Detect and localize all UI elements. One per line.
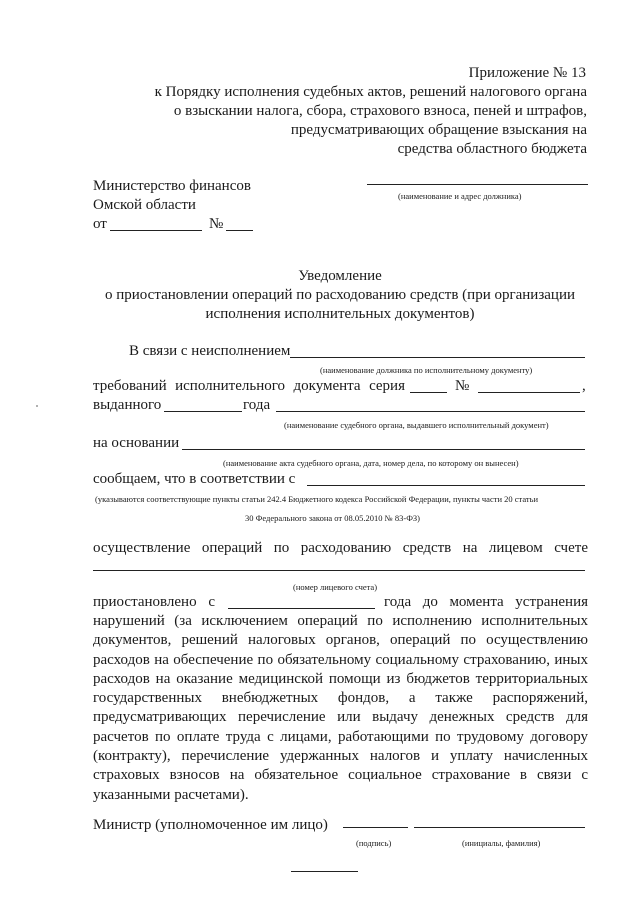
- law-hint-2: 30 Федерального закона от 08.05.2010 № 83-ФЗ): [245, 513, 421, 523]
- name-field[interactable]: [414, 827, 585, 828]
- req-word: серия: [369, 378, 405, 394]
- suspended-line-end: [384, 593, 588, 611]
- debtor-name-hint: (наименование должника по исполнительному документу): [320, 365, 533, 375]
- requirements-line: [93, 377, 405, 395]
- ops-word: по: [273, 540, 290, 556]
- number-label: №: [209, 216, 224, 232]
- ops-word: средств: [402, 540, 452, 556]
- header-line-3: предусматривающих обращение взыскания на: [290, 122, 587, 138]
- sender-region: Омской области: [93, 197, 196, 213]
- suspended-word: года: [384, 594, 412, 610]
- number-field[interactable]: [226, 230, 253, 231]
- ops-word: на: [462, 540, 478, 556]
- main-paragraph: нарушений (за исключением операций по исполнению исполнительных документов, решений налоговых органов, операций по осуществлению расходов на обеспечение по обязательному социальному страхованию, иных расходов на оказание медицинской помощи из бюджетов территориальных государственных внебюджетных фондов, а также распоряжений, предусматривающих перечисление или выдачу денежных средств для расчетов по оплате труда с лицами, работающими по трудовому договору (контракту), перечисление удержанных налогов и уплату начисленных страховых взносов на обязательное социальное страхование в связи с указанными расчетами).: [93, 613, 588, 803]
- name-hint: (инициалы, фамилия): [462, 838, 541, 848]
- ops-word: расходованию: [300, 540, 392, 556]
- document-subtitle-1: о приостановлении операций по расходованию средств (при организации: [105, 287, 575, 303]
- signature-hint: (подпись): [356, 838, 392, 848]
- sender-ministry: Министерство финансов: [93, 178, 251, 194]
- appendix-title: Приложение № 13: [468, 65, 586, 81]
- basis-field[interactable]: [182, 449, 585, 450]
- operations-line: [93, 539, 588, 557]
- header-line-2: о взыскании налога, сбора, страхового взноса, пеней и штрафов,: [173, 103, 587, 119]
- footer-divider: [291, 871, 358, 872]
- ops-word: осуществление: [93, 540, 191, 556]
- date-field[interactable]: [110, 230, 202, 231]
- year-label: года: [243, 397, 271, 413]
- account-field[interactable]: [93, 570, 585, 571]
- signature-field[interactable]: [343, 827, 408, 828]
- margin-dot: [36, 405, 38, 407]
- suspended-word: приостановлено: [93, 594, 197, 610]
- req-comma: ,: [582, 378, 586, 394]
- header-line-4: средства областного бюджета: [397, 141, 587, 157]
- suspended-word: до: [422, 594, 438, 610]
- debtor-field[interactable]: [367, 184, 588, 185]
- header-line-1: к Порядку исполнения судебных актов, решений налогового органа: [154, 84, 587, 100]
- suspended-word: момента: [449, 594, 504, 610]
- document-title: Уведомление: [298, 268, 382, 284]
- doc-number-field[interactable]: [478, 392, 580, 393]
- suspended-word: с: [208, 594, 215, 610]
- suspended-date-field[interactable]: [228, 608, 375, 609]
- ops-word: операций: [201, 540, 263, 556]
- inform-label: сообщаем, что в соответствии с: [93, 471, 296, 487]
- req-word: документа: [293, 378, 361, 394]
- issue-date-field[interactable]: [164, 411, 242, 412]
- suspended-line-start: [93, 593, 215, 611]
- law-hint-1: (указываются соответствующие пункты статьи 242.4 Бюджетного кодекса Российской Федерации, пункты части 20 статьи: [95, 494, 539, 504]
- basis-label: на основании: [93, 435, 180, 451]
- issued-label: выданного: [93, 397, 162, 413]
- debtor-caption: (наименование и адрес должника): [398, 191, 522, 201]
- ops-word: лицевом: [488, 540, 543, 556]
- ops-word: счете: [554, 540, 588, 556]
- intro-text: В связи с неисполнением: [129, 343, 291, 359]
- req-number-label: №: [455, 378, 470, 394]
- account-hint: (номер лицевого счета): [293, 582, 378, 592]
- law-field[interactable]: [307, 485, 585, 486]
- from-label: от: [93, 216, 107, 232]
- req-word: требований: [93, 378, 167, 394]
- act-hint: (наименование акта судебного органа, дата, номер дела, по которому он вынесен): [223, 458, 519, 468]
- court-field[interactable]: [276, 411, 585, 412]
- debtor-name-field[interactable]: [290, 357, 585, 358]
- series-field[interactable]: [410, 392, 447, 393]
- suspended-word: устранения: [515, 594, 588, 610]
- document-subtitle-2: исполнения исполнительных документов): [205, 306, 475, 322]
- req-word: исполнительного: [175, 378, 286, 394]
- signature-label: Министр (уполномоченное им лицо): [93, 817, 328, 833]
- court-hint: (наименование судебного органа, выдавшего исполнительный документ): [284, 420, 549, 430]
